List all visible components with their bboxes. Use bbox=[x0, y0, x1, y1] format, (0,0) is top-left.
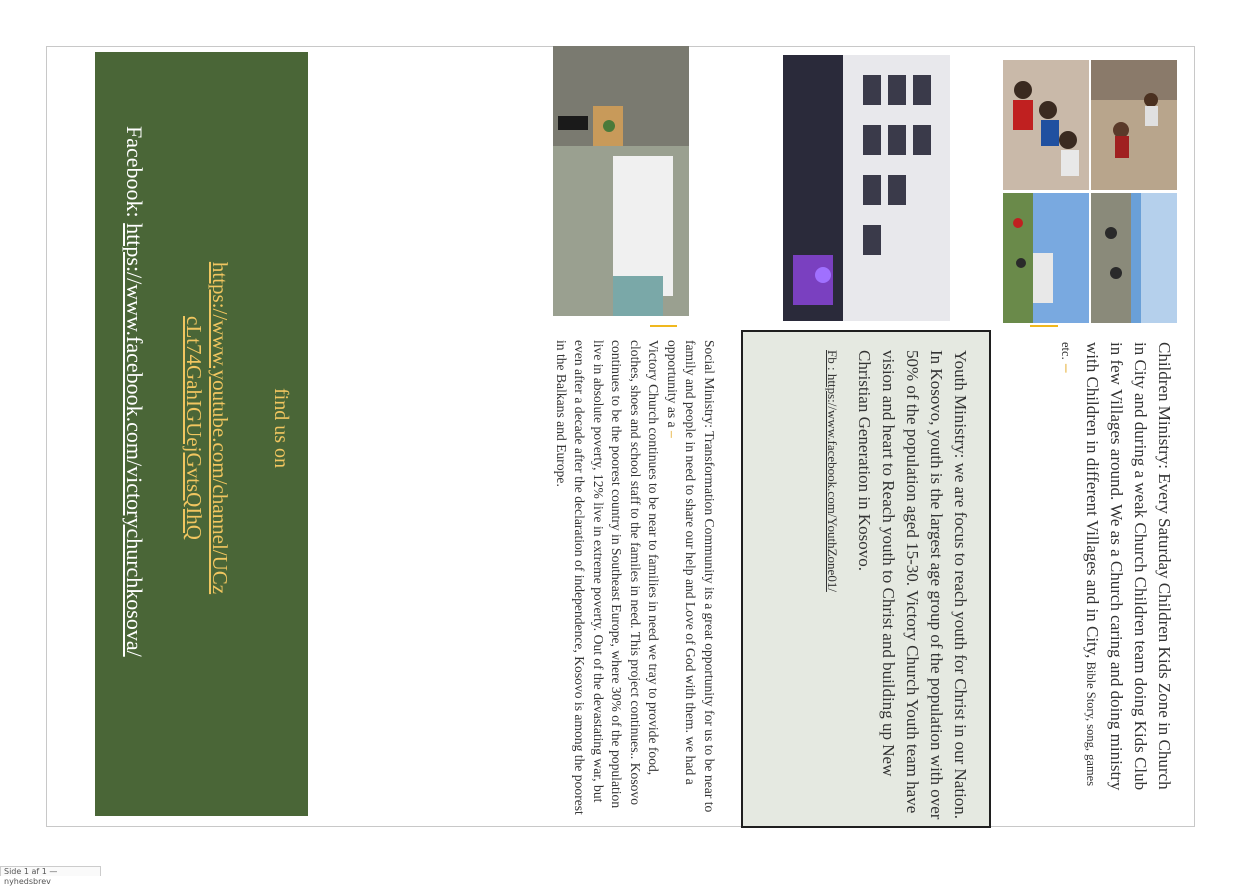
social-p1-text: Social Ministry: Transformation Community its a great opportunity for us to be near to family and people in need to share our help and Love of God with them. we had a opportunity as a bbox=[665, 340, 717, 813]
facebook-contact bbox=[121, 78, 147, 778]
social-accent-bar bbox=[650, 325, 677, 327]
children-accent-bar bbox=[1030, 325, 1058, 327]
children-ministry-text bbox=[1026, 342, 1176, 804]
social-ministry-p2: Victory Church continues to be near to families in need we tray to provide food, clothes, shoes and school staff to the familes in need. This project continues.. Kosovo continues to be the poorest country in Southeast Europe, where 30% of the population live in absolute poverty, 12% live in extreme poverty. Out of the devastating war, but even after a decade after the declaration of independence, Kosovo is among the poorest in the Balkans and Europe. bbox=[554, 340, 662, 815]
children-ministry-main: Children Ministry: Every Saturday Children Kids Zone in Church in City and during a weak Church Children team doing Kids Club in few Villages around. We as a Church caring and doing ministry with Children in different Villages and in City, bbox=[1083, 342, 1174, 791]
youth-fb-link[interactable]: https://www.facebook.com/YouthZone01/ bbox=[825, 373, 840, 592]
social-dash: – bbox=[665, 427, 680, 438]
youth-fb-line bbox=[820, 350, 844, 820]
youth-ministry-text: Youth Ministry: we are focus to reach youth for Christ in our Nation. In Kosovo, youth is the largest age group of the population with over 50% of the population aged 15-30. Victory Church Youth team have vision and heart to Reach youth to Christ and building up New Christian Generation in Kosovo. bbox=[855, 350, 970, 820]
facebook-link[interactable]: https://www.facebook.com/victorychurchkosova/ bbox=[122, 223, 147, 657]
children-ministry-small: Bible Story, song, games etc. bbox=[1059, 342, 1098, 787]
page-footer-tab: Side 1 af 1 — nyhedsbrev bbox=[0, 866, 101, 876]
contact-text-frame bbox=[100, 78, 300, 778]
find-us-title: find us on bbox=[270, 388, 292, 468]
youth-fb-prefix: Fb : bbox=[825, 350, 840, 374]
youth-photo bbox=[783, 55, 950, 321]
children-photo-4 bbox=[1003, 193, 1089, 323]
children-photo-1 bbox=[1091, 60, 1177, 190]
youth-ministry-text-frame bbox=[762, 350, 972, 820]
social-photo bbox=[553, 46, 689, 316]
facebook-label: Facebook: bbox=[122, 126, 147, 224]
children-photo-3 bbox=[1091, 193, 1177, 323]
children-photo-2 bbox=[1003, 60, 1089, 190]
youtube-link[interactable]: https://www.youtube.com/channel/UCzcLt74GahIGUejGvtsQIhQ bbox=[182, 261, 232, 595]
social-ministry-text-frame bbox=[478, 340, 718, 820]
social-ministry-p1 bbox=[663, 340, 719, 820]
children-dash: – bbox=[1058, 359, 1077, 373]
